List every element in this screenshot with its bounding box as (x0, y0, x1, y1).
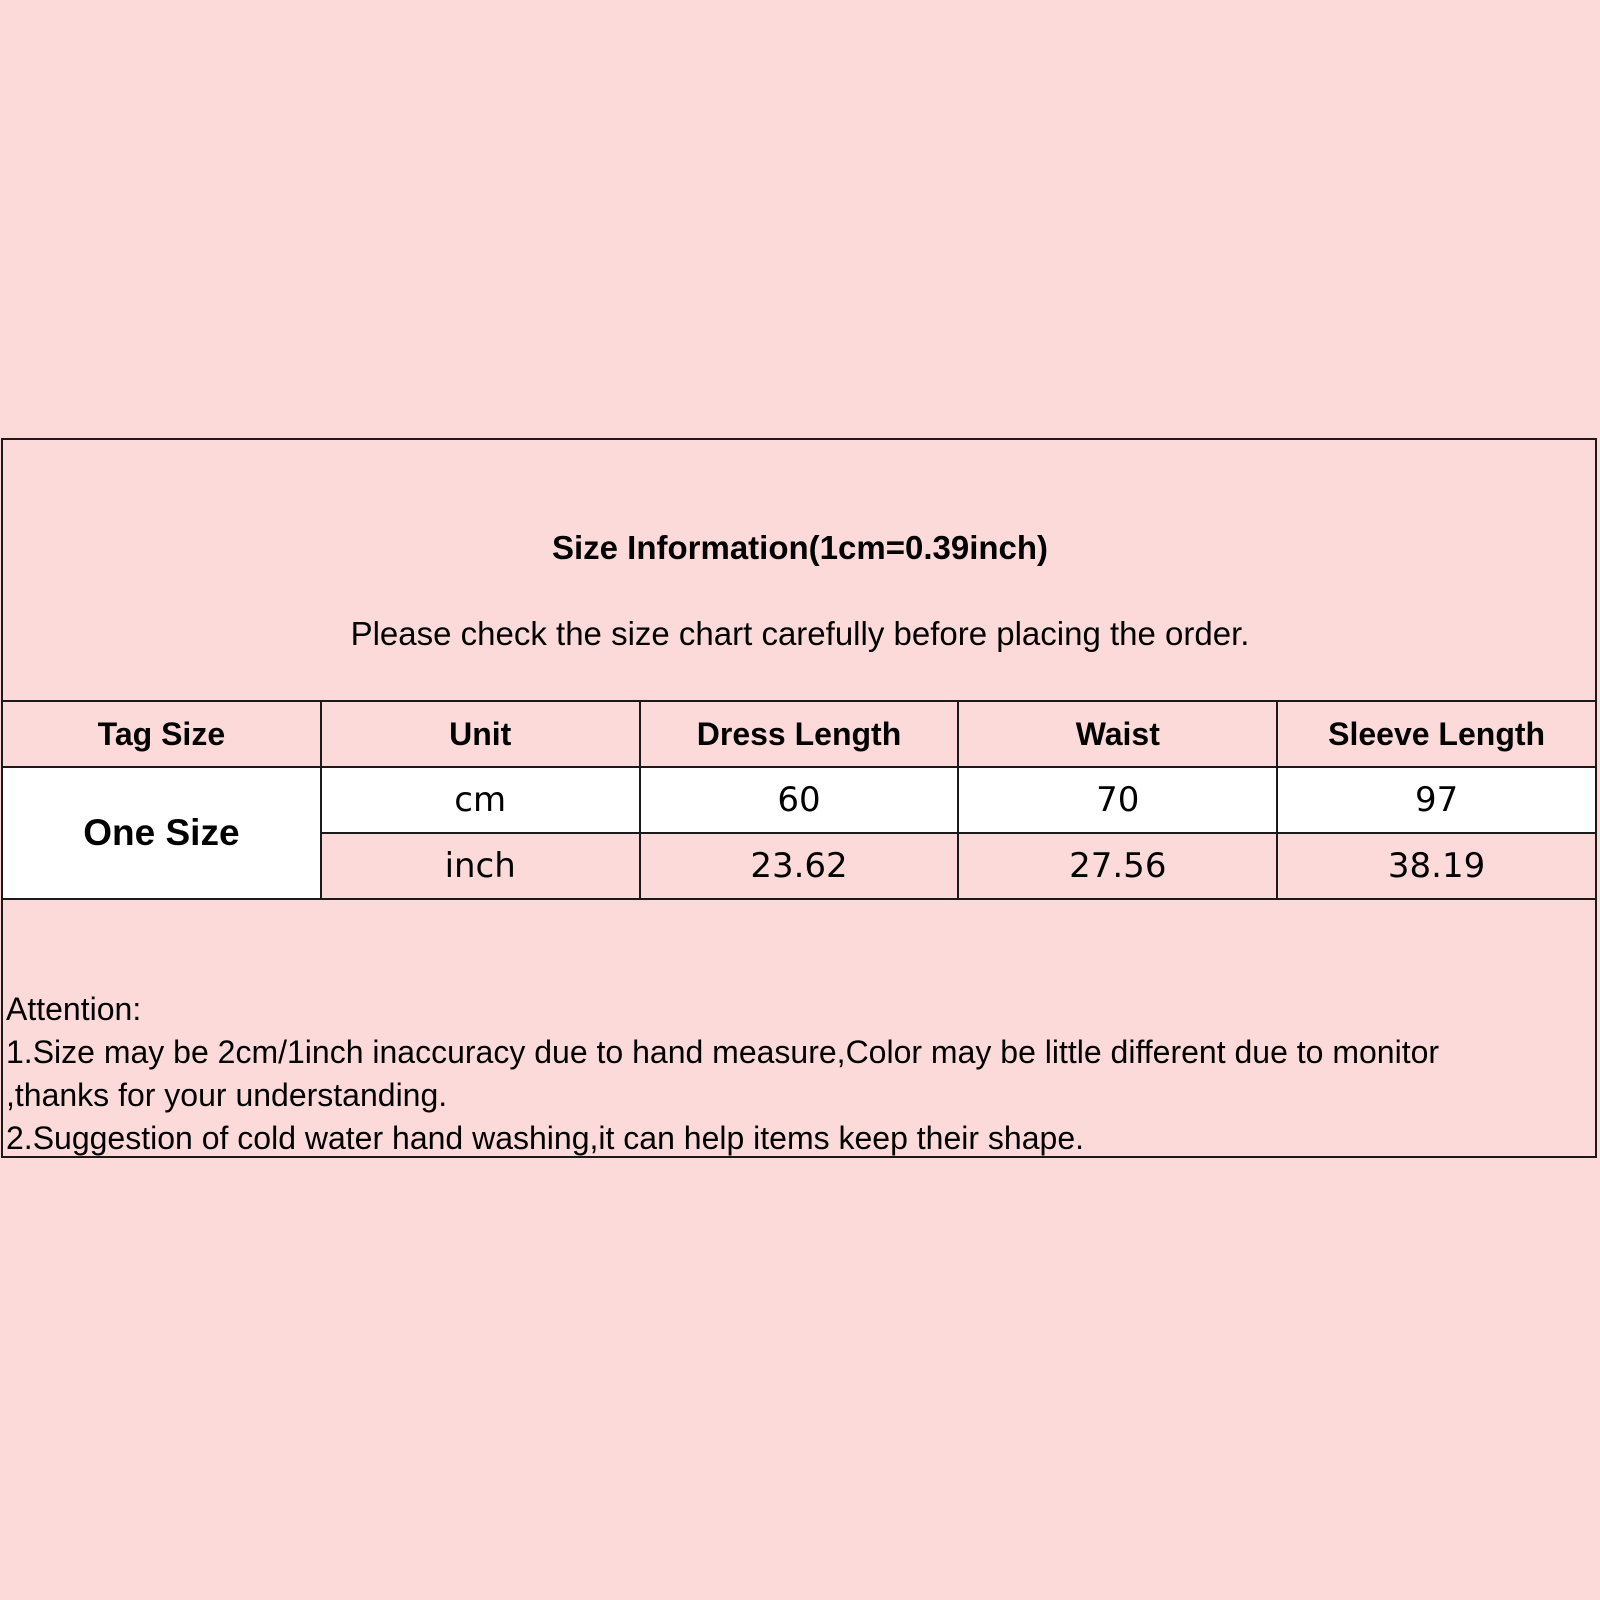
table-row (2, 767, 1596, 833)
page-title: Size Information(1cm=0.39inch) (551, 529, 1049, 566)
note-line-1: 1.Size may be 2cm/1inch inaccuracy due to hand measure,Color may be little different due to monitor (6, 1034, 1440, 1070)
header-waist: Waist (958, 701, 1277, 767)
header-unit: Unit (321, 701, 640, 767)
header-sleeve-length: Sleeve Length (1277, 701, 1596, 767)
unit-cell: cm (321, 767, 640, 833)
note-line-2: 2.Suggestion of cold water hand washing,it can help items keep their shape. (6, 1120, 1084, 1156)
size-table (1, 700, 1597, 900)
waist-cell: 70 (958, 767, 1277, 833)
header-tag-size: Tag Size (2, 701, 321, 767)
sleeve-length-cell: 97 (1277, 767, 1596, 833)
dress-length-cell: 60 (640, 767, 959, 833)
tag-size-cell: One Size (2, 767, 321, 899)
note-line-1-continued: ,thanks for your understanding. (6, 1077, 448, 1113)
sleeve-length-cell: 38.19 (1277, 833, 1596, 899)
unit-cell: inch (321, 833, 640, 899)
page-subtitle: Please check the size chart carefully before placing the order. (350, 615, 1250, 652)
table-header-row (2, 701, 1596, 767)
attention-notes (6, 988, 1586, 1160)
header-dress-length: Dress Length (640, 701, 959, 767)
notes-heading: Attention: (6, 991, 142, 1027)
waist-cell: 27.56 (958, 833, 1277, 899)
dress-length-cell: 23.62 (640, 833, 959, 899)
